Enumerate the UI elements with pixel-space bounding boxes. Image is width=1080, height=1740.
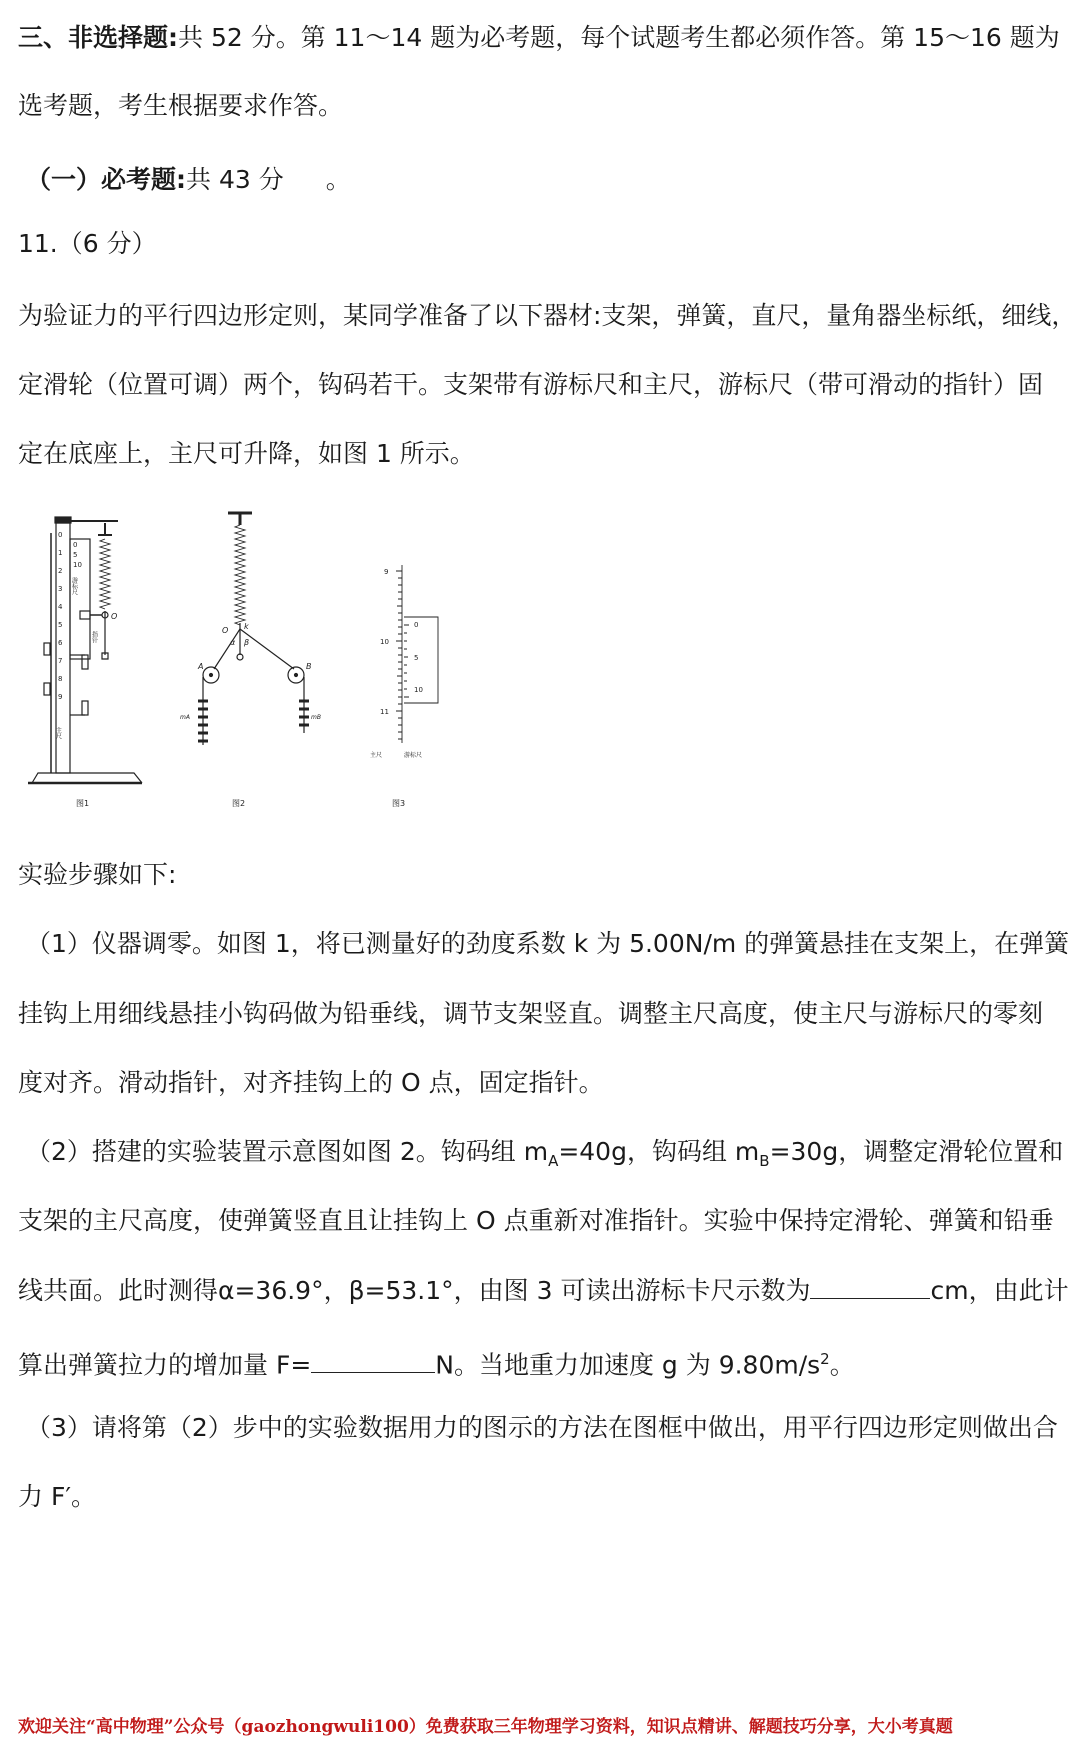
step3-line-1: （3）请将第（2）步中的实验数据用力的图示的方法在图框中做出，用平行四边形定则做出合 bbox=[26, 1413, 1058, 1442]
fig3-main-tick-10: 10 bbox=[380, 638, 389, 646]
step1-line-2: 挂钩上用细线悬挂小钩码做为铅垂线，调节支架竖直。调整主尺高度，使主尺与游标尺的零刻 bbox=[18, 999, 1044, 1028]
fig2-caption: 图2 bbox=[232, 799, 246, 808]
fig2-top-mount bbox=[228, 513, 252, 525]
fig1-vernier-tick-0: 0 bbox=[73, 541, 78, 549]
fig2-alpha: α bbox=[230, 638, 236, 647]
fig1-o-label: O bbox=[111, 612, 118, 621]
fig1-vernier-label: 游标尺 bbox=[70, 577, 78, 595]
fig2-spring bbox=[235, 525, 245, 625]
fig1-main-tick-7: 7 bbox=[58, 657, 63, 665]
fig1-spring bbox=[100, 539, 110, 609]
fig3-main-tick-11: 11 bbox=[380, 708, 389, 716]
figure-1 bbox=[28, 517, 142, 783]
fig2-b-label: B bbox=[306, 662, 312, 671]
subsection-heading bbox=[26, 162, 351, 198]
fig1-pointer-slider bbox=[80, 611, 90, 619]
step2-sub-b: B bbox=[759, 1152, 770, 1170]
question-number: 11.（6 分） bbox=[18, 229, 157, 258]
step2-l1c: =30g，调整定滑轮位置和 bbox=[769, 1137, 1064, 1166]
fig2-labels bbox=[180, 622, 321, 808]
step2-l4c: 。 bbox=[829, 1350, 855, 1380]
fig1-hanger bbox=[98, 523, 112, 535]
fig1-main-tick-2: 2 bbox=[58, 567, 63, 575]
fig1-main-tick-0: 0 bbox=[58, 531, 63, 539]
fig2-mb: mB bbox=[311, 714, 321, 721]
fig1-knob-2 bbox=[44, 683, 50, 695]
fig3-main-label: 主尺 bbox=[370, 752, 383, 759]
fig1-main-tick-8: 8 bbox=[58, 675, 63, 683]
step1-line-1: （1）仪器调零。如图 1，将已测量好的劲度系数 k 为 5.00N/m 的弹簧悬挂在支架上，在弹簧 bbox=[26, 929, 1070, 958]
step2-l4a: 算出弹簧拉力的增加量 F= bbox=[18, 1350, 312, 1380]
step2-l1a: （2）搭建的实验装置示意图如图 2。钩码组 m bbox=[26, 1137, 549, 1166]
steps-heading: 实验步骤如下: bbox=[18, 860, 177, 889]
fig2-k-label: k bbox=[244, 622, 249, 631]
figures-panel bbox=[18, 505, 508, 815]
fig1-clamp-1 bbox=[82, 655, 88, 669]
fig1-main-tick-5: 5 bbox=[58, 621, 63, 629]
intro-line-3: 定在底座上，主尺可升降，如图 1 所示。 bbox=[18, 439, 475, 468]
section-heading bbox=[18, 20, 1060, 56]
step2-l3a: 线共面。此时测得α=36.9°，β=53.1°，由图 3 可读出游标卡尺示数为 bbox=[18, 1276, 811, 1305]
fig1-main-tick-3: 3 bbox=[58, 585, 63, 593]
intro-line-2: 定滑轮（位置可调）两个，钩码若干。支架带有游标尺和主尺，游标尺（带可滑动的指针）固 bbox=[18, 370, 1044, 399]
fig1-main-tick-9: 9 bbox=[58, 693, 63, 701]
fig2-o-label: O bbox=[222, 626, 229, 635]
step2-l1b: =40g，钩码组 m bbox=[558, 1137, 760, 1166]
fig2-pulley-b-axle bbox=[295, 674, 298, 677]
step2-l3b: cm，由此计 bbox=[930, 1276, 1069, 1305]
fig2-ma: mA bbox=[180, 714, 190, 721]
fig2-a-label: A bbox=[198, 662, 204, 671]
force-answer-blank[interactable] bbox=[311, 1346, 435, 1373]
fig1-clamp-2 bbox=[82, 701, 88, 715]
subsection-text: 共 43 分 bbox=[186, 165, 284, 194]
fig1-top-cap bbox=[55, 517, 71, 523]
fig1-main-label: 主尺 bbox=[54, 727, 62, 739]
step2-line-4 bbox=[18, 1341, 855, 1383]
step1-line-3: 度对齐。滑动指针，对齐挂钩上的 O 点，固定指针。 bbox=[18, 1068, 604, 1097]
section-heading-bold: 三、非选择题: bbox=[18, 23, 178, 52]
fig3-vernier-label: 游标尺 bbox=[404, 752, 423, 759]
step2-sup: 2 bbox=[820, 1350, 830, 1368]
step3-line-2: 力 F′。 bbox=[18, 1482, 97, 1511]
fig1-vernier-tick-5: 5 bbox=[73, 551, 78, 559]
fig2-string-b bbox=[240, 629, 294, 669]
vernier-reading-blank[interactable] bbox=[810, 1272, 930, 1299]
fig2-pulley-a-axle bbox=[210, 674, 213, 677]
fig1-pointer-label: 指针 bbox=[90, 631, 98, 643]
fig3-caption: 图3 bbox=[392, 799, 406, 808]
fig3-vernier-tick-0: 0 bbox=[414, 621, 419, 629]
fig2-string-a bbox=[214, 629, 240, 669]
subsection-dot: 。 bbox=[325, 165, 351, 194]
fig1-caption: 图1 bbox=[76, 799, 90, 808]
fig1-vernier-tick-10: 10 bbox=[73, 561, 82, 569]
footer-promo: 欢迎关注“高中物理”公众号（gaozhongwuli100）免费获取三年物理学习资料，知识点精讲、解题技巧分享，大小考真题 bbox=[18, 1717, 953, 1737]
step2-line-3 bbox=[18, 1272, 1069, 1309]
fig1-main-tick-1: 1 bbox=[58, 549, 63, 557]
fig1-main-tick-6: 6 bbox=[58, 639, 63, 647]
fig1-base-top bbox=[32, 773, 142, 783]
section-heading-text: 共 52 分。第 11～14 题为必考题，每个试题考生都必须作答。第 15～16 题为 bbox=[178, 23, 1060, 52]
step2-line-2: 支架的主尺高度，使弹簧竖直且让挂钩上 O 点重新对准指针。实验中保持定滑轮、弹簧和铅垂 bbox=[18, 1206, 1054, 1235]
subsection-bold: （一）必考题: bbox=[26, 165, 186, 194]
section-heading-line2: 选考题，考生根据要求作答。 bbox=[18, 91, 344, 120]
step2-line-1 bbox=[26, 1134, 1063, 1179]
step2-l4b: N。当地重力加速度 g 为 9.80m/s bbox=[435, 1350, 821, 1380]
intro-line-1: 为验证力的平行四边形定则，某同学准备了以下器材:支架，弹簧，直尺，量角器坐标纸，细线， bbox=[18, 301, 1077, 330]
fig3-vernier-ticks bbox=[404, 625, 409, 697]
fig3-vernier-tick-10: 10 bbox=[414, 686, 423, 694]
fig1-main-tick-4: 4 bbox=[58, 603, 63, 611]
fig3-vernier-tick-5: 5 bbox=[414, 654, 419, 662]
figure-2 bbox=[198, 513, 309, 745]
fig1-knob-1 bbox=[44, 643, 50, 655]
step2-sub-a: A bbox=[548, 1152, 559, 1170]
fig3-labels bbox=[370, 568, 423, 808]
fig3-main-ticks bbox=[396, 571, 402, 739]
fig3-main-tick-9: 9 bbox=[384, 568, 389, 576]
fig2-beta: β bbox=[244, 638, 250, 647]
